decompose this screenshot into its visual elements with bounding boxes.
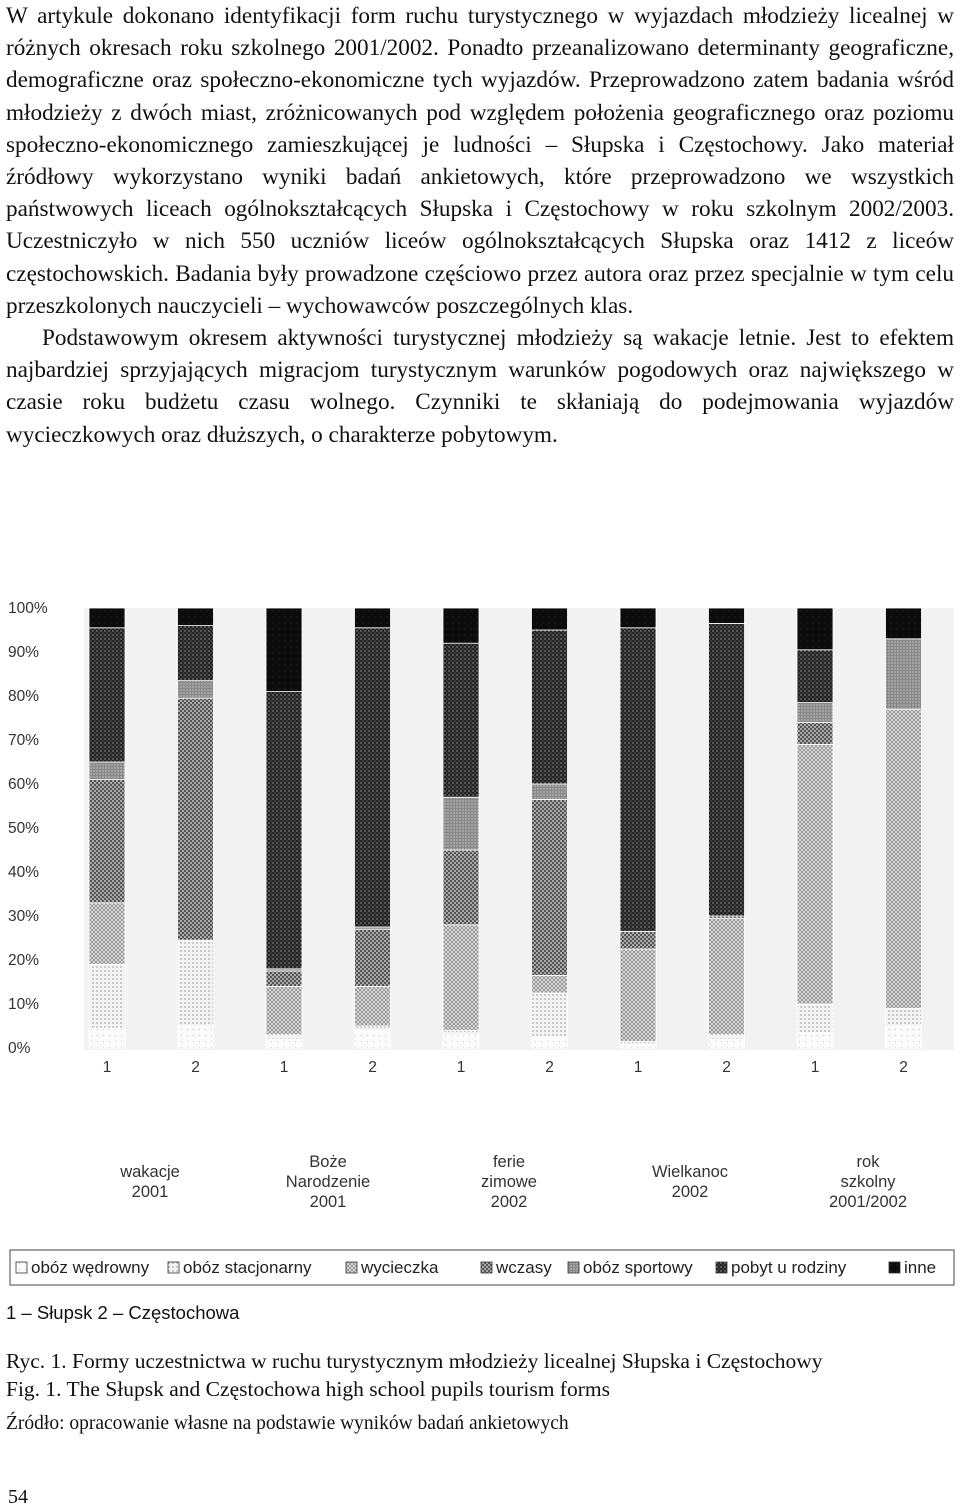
y-tick-label: 30%: [8, 908, 40, 925]
bar-segment: [886, 709, 922, 1008]
period-label-line: szkolny: [840, 1173, 896, 1191]
bar-segment: [266, 971, 302, 986]
bar-segment: [620, 608, 656, 628]
x-tick-label: 2: [899, 1059, 908, 1076]
period-label-line: Wielkanoc: [651, 1163, 729, 1181]
bar-segment: [89, 903, 125, 965]
period-label-line: wakacje: [120, 1163, 180, 1181]
x-tick-label: 1: [810, 1059, 820, 1076]
y-tick-label: 90%: [8, 644, 40, 661]
bar-segment: [89, 1028, 125, 1048]
y-axis: [8, 600, 48, 1057]
bar-segment: [89, 762, 125, 780]
legend-swatch: [716, 1262, 727, 1273]
bar-segment: [797, 1004, 833, 1033]
bar-segment: [178, 940, 214, 1026]
bar-segment: [178, 698, 214, 940]
bar-segment: [532, 975, 568, 993]
y-tick-label: 0%: [8, 1040, 31, 1057]
x-tick-label: 1: [279, 1059, 289, 1076]
y-tick-label: 80%: [8, 688, 40, 705]
legend-swatch: [889, 1262, 900, 1273]
y-tick-label: 50%: [8, 820, 40, 837]
bar-segment: [355, 1026, 391, 1030]
x-tick-label: 1: [102, 1059, 112, 1076]
x-tick-label: 2: [191, 1059, 200, 1076]
bar-segment: [620, 1044, 656, 1048]
bar-segment: [532, 630, 568, 784]
bar-segment: [797, 608, 833, 650]
y-tick-label: 100%: [8, 600, 48, 617]
bar-segment: [443, 1030, 479, 1034]
category-note: 1 – Słupsk 2 – Częstochowa: [6, 1302, 240, 1323]
period-label-line: ferie: [492, 1153, 526, 1171]
bar-segment: [532, 799, 568, 975]
x-tick-label: 1: [633, 1059, 643, 1076]
bar-segment: [443, 850, 479, 925]
period-label-line: rok: [856, 1153, 880, 1171]
x-tick-label: 2: [722, 1059, 731, 1076]
bar-segment: [266, 692, 302, 969]
bar-segment: [797, 744, 833, 1004]
bar-segment: [355, 628, 391, 927]
x-axis-labels: [103, 1059, 908, 1076]
period-label-line: Narodzenie: [285, 1173, 371, 1191]
y-tick-label: 10%: [8, 996, 40, 1013]
legend-label: pobyt u rodziny: [731, 1258, 847, 1277]
legend-label: wczasy: [496, 1258, 552, 1277]
y-tick-label: 60%: [8, 776, 40, 793]
period-labels: [119, 1153, 907, 1211]
body-text: [6, 0, 954, 451]
page-number: 54: [8, 1486, 28, 1508]
bar-segment: [355, 986, 391, 1026]
bar-segment: [797, 703, 833, 723]
legend-swatch: [16, 1262, 27, 1273]
bar-segment: [620, 931, 656, 949]
bar-segment: [532, 784, 568, 799]
stacked-bar-chart: [0, 590, 960, 1300]
legend-swatch: [481, 1262, 492, 1273]
paragraph-1: W artykule dokonano identyfikacji form ruchu turystycznego w wyjazdach młodzieży licealnej w różnych okresach roku szkolnego 2001/2002. Ponadto przeanalizowano determinanty geograficzne, demograficzne oraz społeczno-ekonomiczne tych wyjazdów. Przeprowadzono zatem badania wśród młodzieży z dwóch miast, zróżnicowanych pod względem położenia geograficznego oraz poziomu społeczno-ekonomicznego zamieszkującej je ludności – Słupska i Częstochowy. Jako materiał źródłowy wykorzystano wyniki badań ankietowych, które przeprowadzono we wszystkich państwowych liceach ogólnokształcących Słupska i Częstochowy w roku szkolnym 2002/2003. Uczestniczyło w nich 550 uczniów liceów ogólnokształcących Słupska oraz 1412 z liceów częstochowskich. Badania były prowadzone częściowo przez autora oraz przez specjalnie w tym celu przeszkolonych nauczycieli – wychowawców poszczególnych klas.: [6, 3, 954, 319]
bar-segment: [709, 608, 745, 623]
period-label-line: zimowe: [481, 1173, 537, 1191]
bar-segment: [178, 608, 214, 626]
bar-segment: [709, 1035, 745, 1039]
bar-segment: [178, 1026, 214, 1048]
bar-segment: [443, 608, 479, 643]
x-tick-label: 2: [368, 1059, 377, 1076]
paragraph-2: Podstawowym okresem aktywności turystycznej młodzieży są wakacje letnie. Jest to efektem najbardziej sprzyjających migracjom turystycznym warunków pogodowych oraz największego w czasie roku budżetu czasu wolnego. Czynniki te skłaniają do podejmowania wyjazdów wycieczkowych oraz dłuższych, o charakterze pobytowym.: [6, 325, 954, 448]
bar-segment: [89, 964, 125, 1028]
bar-segment: [709, 1039, 745, 1048]
x-tick-label: 2: [545, 1059, 554, 1076]
bar-segment: [620, 949, 656, 1041]
x-tick-label: 1: [456, 1059, 466, 1076]
bar-segment: [620, 628, 656, 932]
legend-label: wycieczka: [361, 1258, 439, 1277]
period-label-line: 2002: [490, 1193, 528, 1211]
legend-swatch: [168, 1262, 179, 1273]
bar-segment: [443, 925, 479, 1031]
bar-segment: [886, 1026, 922, 1048]
legend-label: obóz stacjonarny: [183, 1258, 312, 1277]
bar-segment: [709, 623, 745, 916]
bar-segment: [886, 639, 922, 709]
bar-segment: [797, 1033, 833, 1048]
bar-segment: [532, 608, 568, 630]
legend-label: obóz sportowy: [583, 1258, 693, 1277]
y-tick-label: 20%: [8, 952, 40, 969]
legend-label: inne: [904, 1258, 937, 1277]
bar-segment: [89, 608, 125, 628]
period-label-line: 2001/2002: [829, 1193, 907, 1211]
period-label-line: 2001: [131, 1183, 169, 1201]
bar-segment: [89, 628, 125, 762]
bar-segment: [443, 797, 479, 850]
bar-segment: [89, 780, 125, 903]
bar-segment: [355, 608, 391, 628]
y-tick-label: 70%: [8, 732, 40, 749]
bar-segment: [532, 1037, 568, 1048]
bar-segment: [178, 626, 214, 681]
bar-segment: [797, 722, 833, 744]
bar-segment: [355, 1030, 391, 1048]
bar-segment: [443, 1035, 479, 1048]
figure-caption-en: Fig. 1. The Słupsk and Częstochowa high school pupils tourism forms: [6, 1377, 610, 1401]
y-tick-label: 40%: [8, 864, 40, 881]
period-label-line: Boże: [309, 1153, 347, 1171]
bar-segment: [443, 643, 479, 797]
legend-swatch: [568, 1262, 579, 1273]
bar-segment: [266, 1035, 302, 1039]
source-note: Źródło: opracowanie własne na podstawie wyników badań ankietowych: [6, 1413, 569, 1434]
bar-segment: [266, 608, 302, 692]
bar-segment: [886, 1008, 922, 1026]
bar-segment: [266, 986, 302, 1034]
bar-segment: [709, 918, 745, 1035]
bar-segment: [797, 650, 833, 703]
figure-caption-pl: Ryc. 1. Formy uczestnictwa w ruchu turystycznym młodzieży licealnej Słupska i Częstochowy: [6, 1349, 823, 1373]
bar-segment: [266, 1039, 302, 1048]
period-label-line: 2002: [671, 1183, 709, 1201]
period-label-line: 2001: [309, 1193, 347, 1211]
legend-swatch: [346, 1262, 357, 1273]
bar-segment: [178, 681, 214, 699]
legend-label: obóz wędrowny: [31, 1258, 150, 1277]
bar-segment: [355, 929, 391, 986]
bar-segment: [532, 993, 568, 1037]
bar-segment: [886, 608, 922, 639]
